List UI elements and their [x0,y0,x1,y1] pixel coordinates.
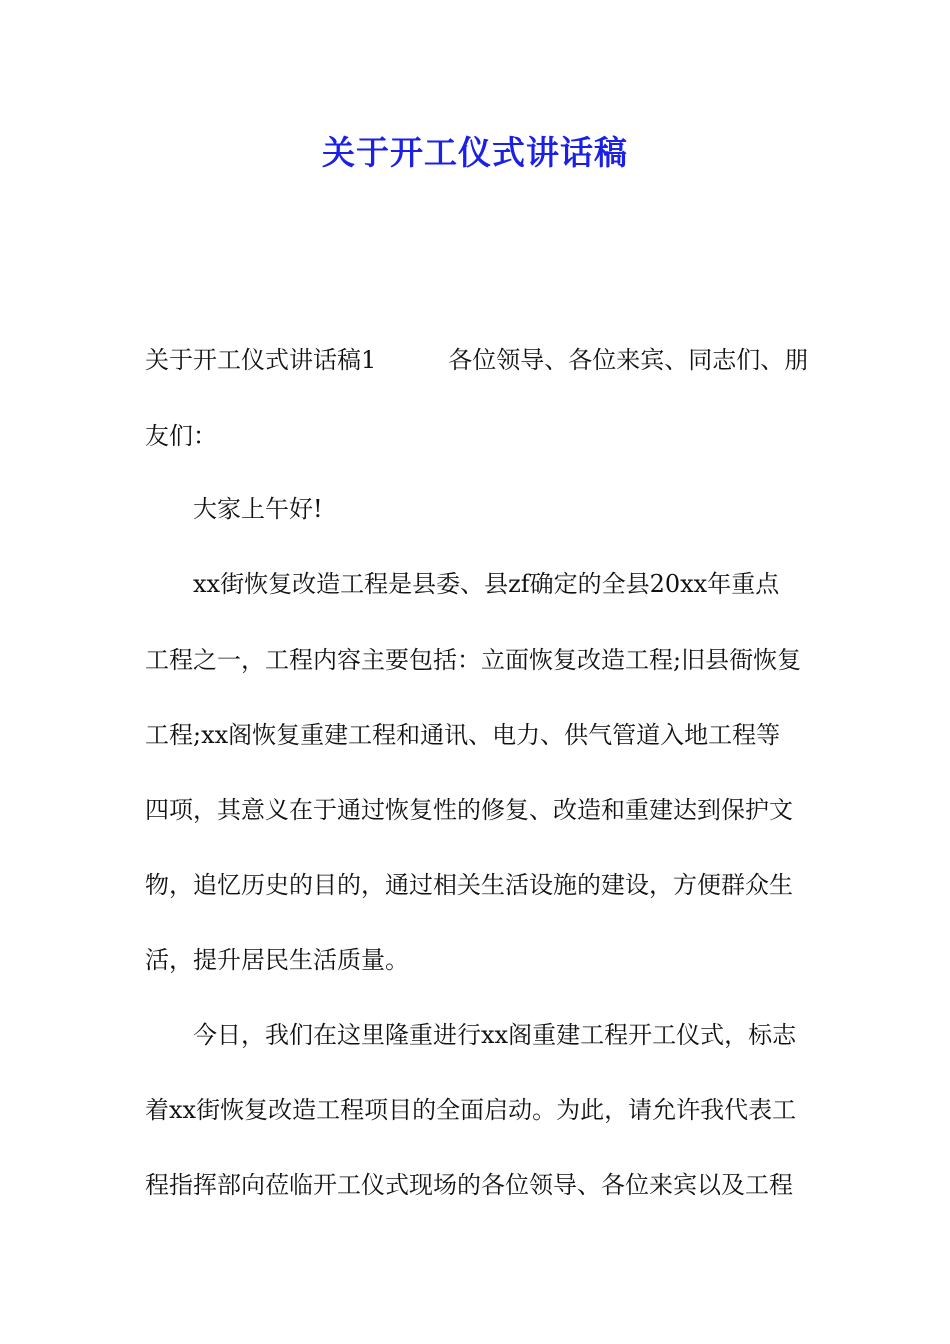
body-line: 活，提升居民生活质量。 [145,946,409,974]
body-line: 四项，其意义在于通过恢复性的修复、改造和重建达到保护文 [145,796,793,824]
body-line: 今日，我们在这里隆重进行xx阁重建工程开工仪式，标志 [193,1021,797,1049]
body-line: 着xx街恢复改造工程项目的全面启动。为此，请允许我代表工 [145,1096,797,1124]
body-line: 工程之一，工程内容主要包括：立面恢复改造工程;旧县衙恢复 [145,646,802,674]
body-line: xx街恢复改造工程是县委、县zf确定的全县20xx年重点 [193,570,780,598]
body-line: 大家上午好! [193,495,323,523]
body-line: 关于开工仪式讲话稿1 各位领导、各位来宾、同志们、朋 [145,346,809,374]
body-line: 工程;xx阁恢复重建工程和通讯、电力、供气管道入地工程等 [145,721,781,749]
document-title: 关于开工仪式讲话稿 [322,133,628,172]
body-line: 友们： [145,422,217,450]
body-line: 物，追忆历史的目的，通过相关生活设施的建设，方便群众生 [145,871,793,899]
body-line: 程指挥部向莅临开工仪式现场的各位领导、各位来宾以及工程 [145,1171,793,1199]
